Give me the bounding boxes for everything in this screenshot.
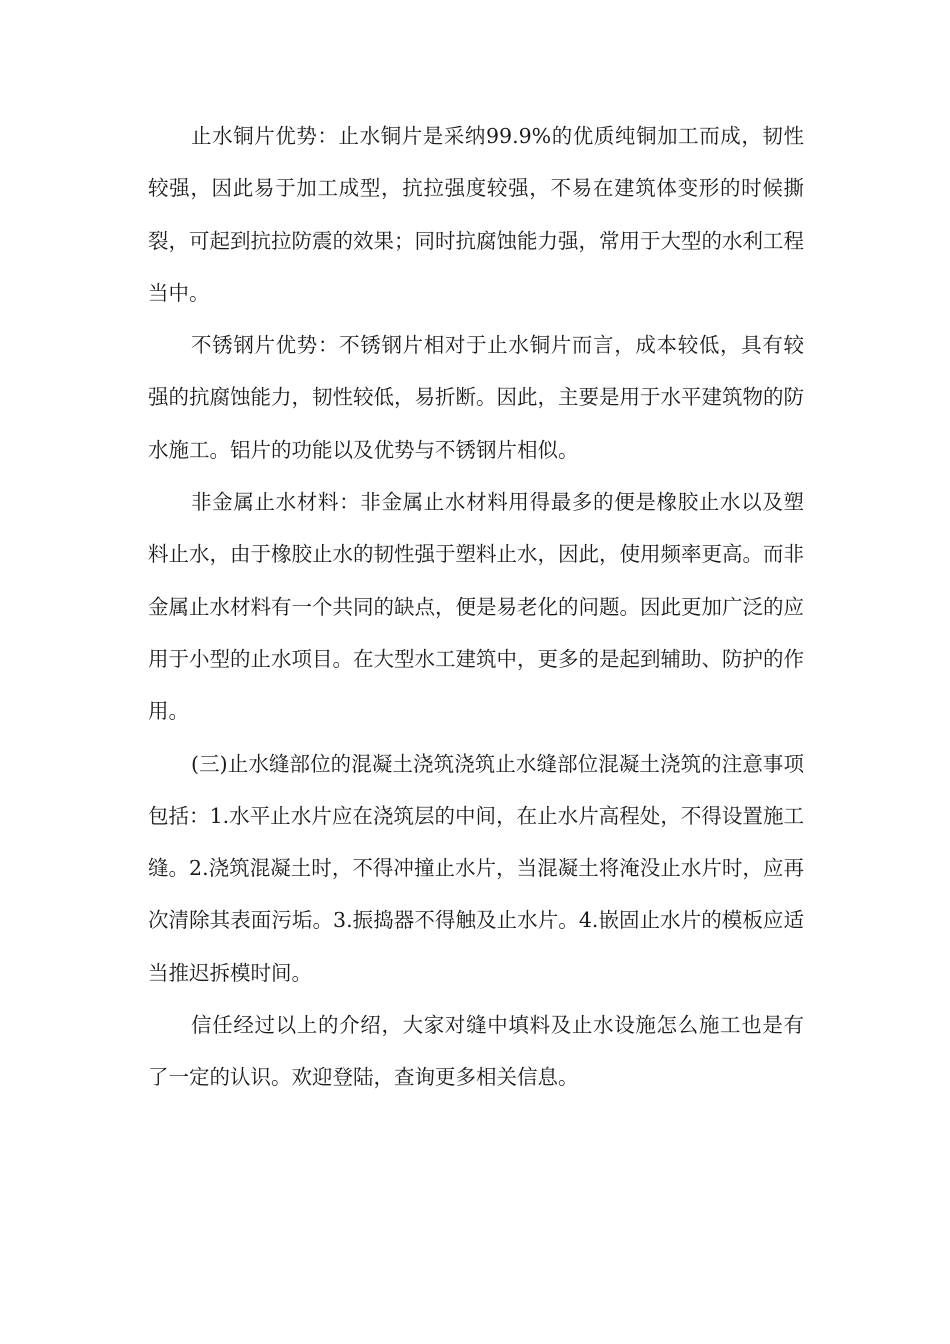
paragraph-concrete-pouring: (三)止水缝部位的混凝土浇筑浇筑止水缝部位混凝土浇筑的注意事项包括：1.水平止水片应在浇筑层的中间，在止水片高程处，不得设置施工缝。2.浇筑混凝土时，不得冲撞止水片，当混凝土将淹没止水片时，应再次清除其表面污垢。3.振捣器不得触及止水片。4.嵌固止水片的模板应适当推迟拆模时间。 [148, 751, 804, 985]
paragraph-copper-waterstop: 止水铜片优势：止水铜片是采纳99.9%的优质纯铜加工而成，韧性较强，因此易于加工成型，抗拉强度较强，不易在建筑体变形的时候撕裂，可起到抗拉防震的效果；同时抗腐蚀能力强，常用于大型的水利工程当中。 [148, 124, 804, 305]
paragraph-conclusion: 信任经过以上的介绍，大家对缝中填料及止水设施怎么施工也是有了一定的认识。欢迎登陆，查询更多相关信息。 [148, 1013, 804, 1090]
paragraph-stainless-waterstop: 不锈钢片优势：不锈钢片相对于止水铜片而言，成本较低，具有较强的抗腐蚀能力，韧性较低，易折断。因此，主要是用于水平建筑物的防水施工。铝片的功能以及优势与不锈钢片相似。 [148, 333, 804, 462]
paragraph-nonmetal-waterstop: 非金属止水材料：非金属止水材料用得最多的便是橡胶止水以及塑料止水，由于橡胶止水的韧性强于塑料止水，因此，使用频率更高。而非金属止水材料有一个共同的缺点，便是易老化的问题。因此更加广泛的应用于小型的止水项目。在大型水工建筑中，更多的是起到辅助、防护的作用。 [148, 490, 804, 724]
document-body [148, 110, 804, 1104]
